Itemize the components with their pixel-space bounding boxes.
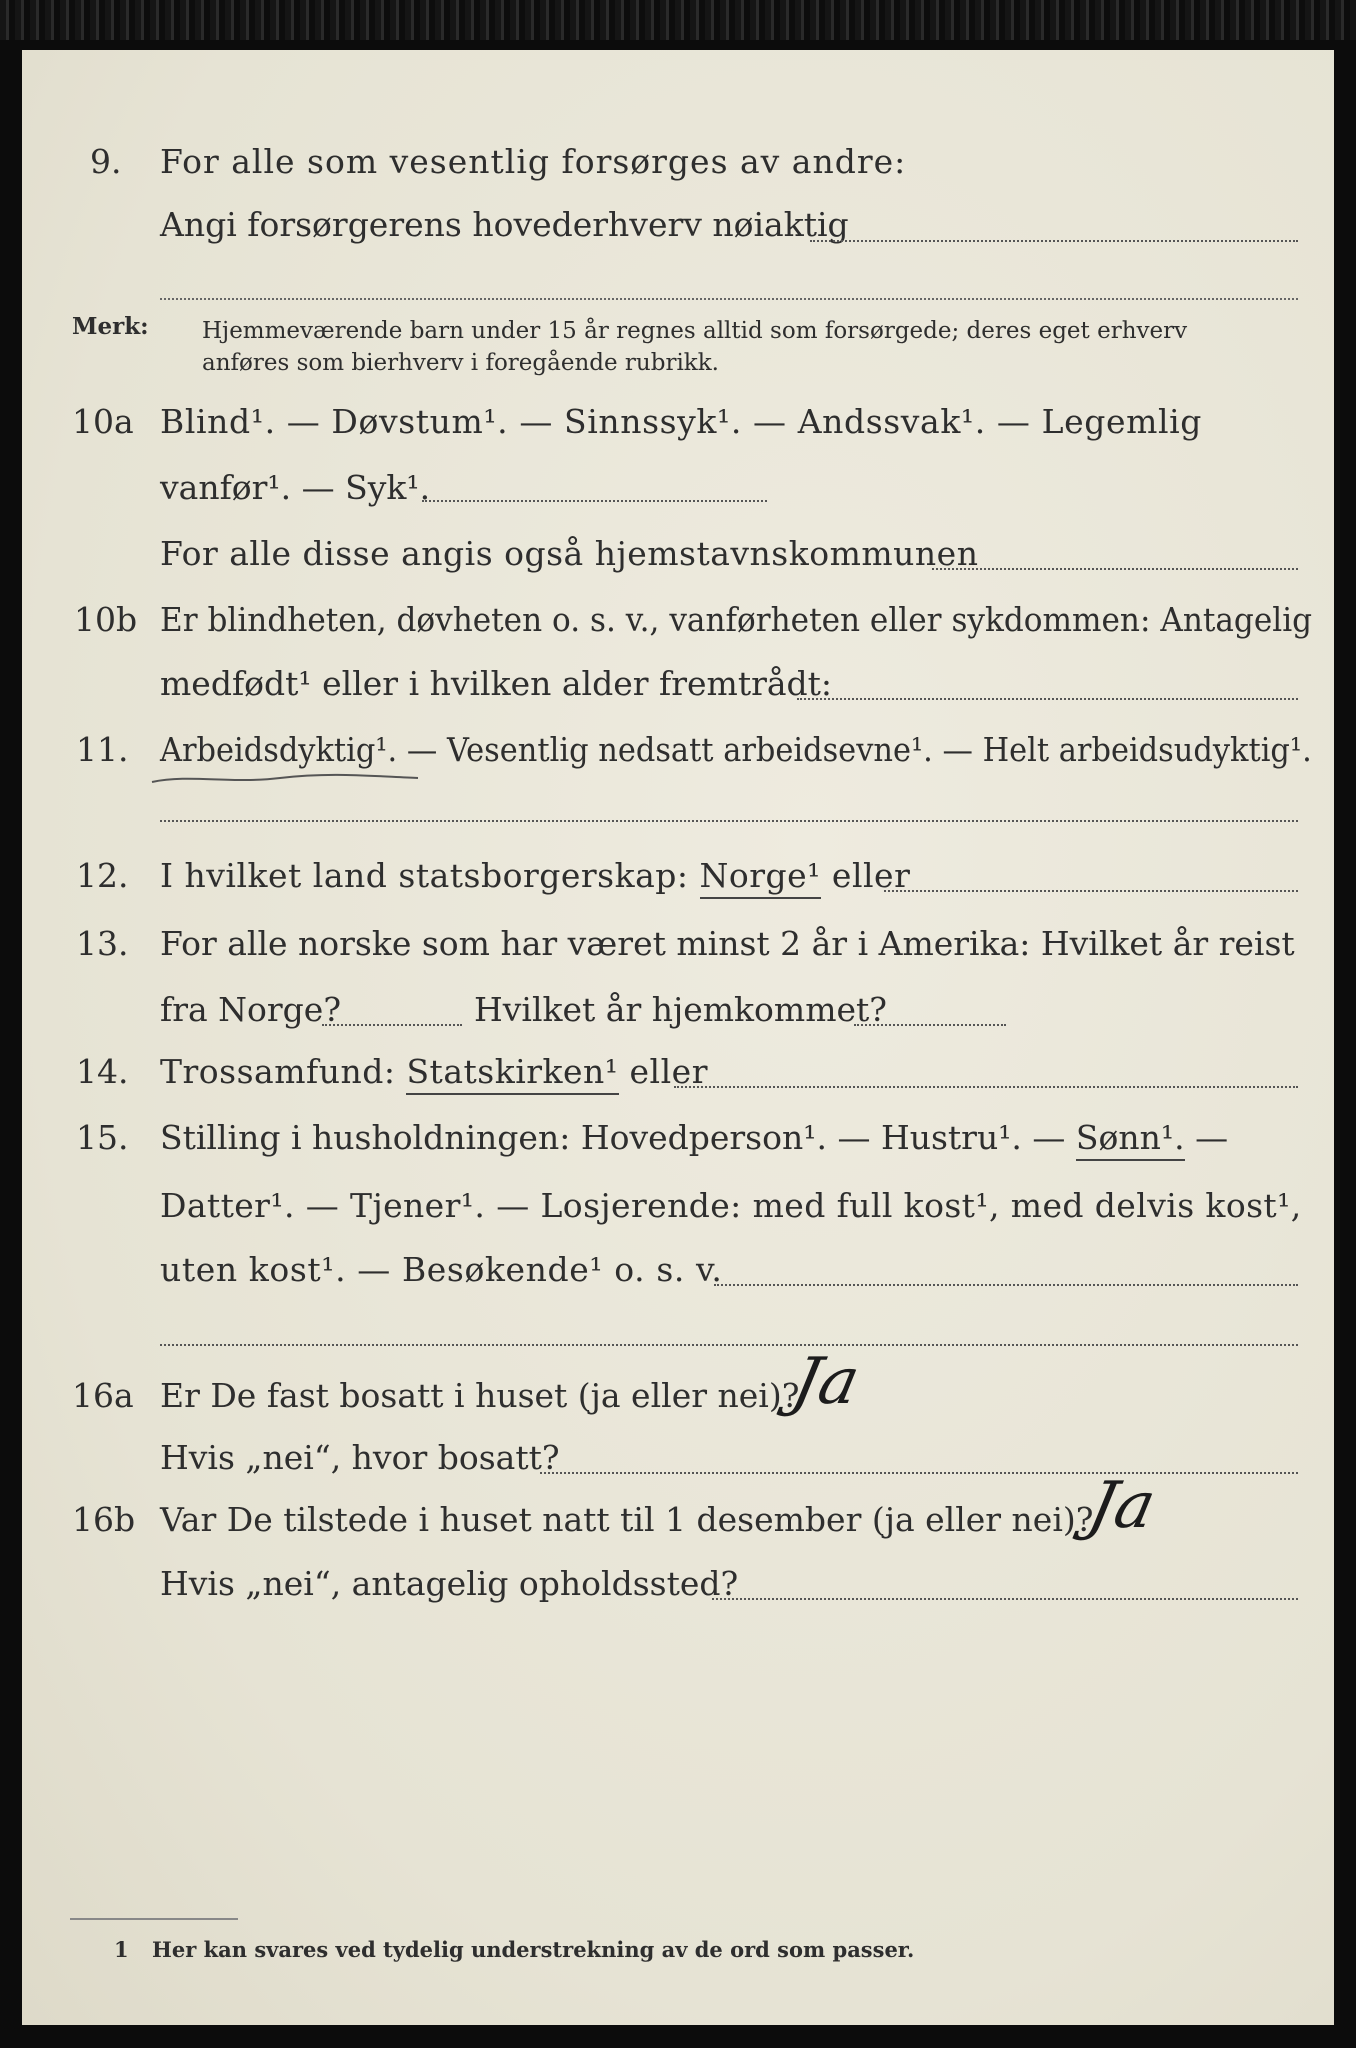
q13-line2b: Hvilket år hjemkommet? [474,990,887,1029]
q16b-handwritten-answer[interactable]: Ja [1082,1469,1162,1543]
q15-answer-line-2[interactable] [160,1344,1298,1346]
q9-line2: Angi forsørgerens hovederhverv nøiaktig [160,205,849,244]
q16a-number: 16a [72,1376,134,1415]
q10a-line2: vanfør¹. — Syk¹. [160,468,431,507]
q11-rest: — Vesentlig nedsatt arbeidsevne¹. — Helt arbeidsudyktig¹. [397,730,1312,769]
q10a-line3: For alle disse angis også hjemstavnskommunen [160,534,979,573]
q11-handwritten-underline [150,772,420,786]
q14-eller: eller [618,1052,708,1091]
q9-answer-line[interactable] [810,240,1298,242]
q16a-answer-line[interactable] [540,1472,1298,1474]
q15-answer-line[interactable] [714,1284,1298,1286]
q13-line2a: fra Norge? [160,990,342,1029]
footnote-text: Her kan svares ved tydelig understrekning av de ord som passer. [152,1937,915,1962]
q12-number: 12. [76,856,129,895]
q16b-line1: Var De tilstede i huset natt til 1 desember (ja eller nei)? [160,1500,1094,1539]
q10b-answer-line[interactable] [797,698,1298,700]
q9-line1: For alle som vesentlig forsørges av andre: [160,142,907,181]
q12-answer-line[interactable] [884,890,1298,892]
q15-number: 15. [76,1118,129,1157]
q11-answer-line[interactable] [160,820,1298,822]
q15-line2: Datter¹. — Tjener¹. — Losjerende: med full kost¹, med delvis kost¹, [160,1186,1302,1225]
q12-line [160,856,910,896]
q15-sonn-option[interactable]: Sønn¹. [1076,1118,1185,1161]
q15-line1 [160,1118,1228,1158]
footnote-rule [70,1918,238,1920]
merk-line2: anføres som bierhverv i foregående rubrikk. [202,350,719,376]
q15-line1-end: — [1184,1118,1229,1157]
q14-number: 14. [76,1052,129,1091]
q12-eller: eller [820,856,911,895]
q10b-line1: Er blindheten, døvheten o. s. v., vanførheten eller sykdommen: Antagelig [160,600,1313,639]
q11-number: 11. [76,730,129,769]
q14-line [160,1052,708,1092]
q15-line3: uten kost¹. — Besøkende¹ o. s. v. [160,1250,723,1289]
q14-question: Trossamfund: [160,1052,407,1091]
q16b-answer-line[interactable] [712,1598,1298,1600]
q16b-number: 16b [72,1500,136,1539]
q13-reist-answer-line[interactable] [322,1024,462,1026]
q11-line [160,730,1312,770]
q15-line1-text: Stilling i husholdningen: Hovedperson¹. — Hustru¹. — [160,1118,1076,1157]
q16b-line2: Hvis „nei“, antagelig opholdssted? [160,1564,739,1603]
merk-line1: Hjemmeværende barn under 15 år regnes alltid som forsørgede; deres eget erhverv [202,318,1188,344]
q10a-line1: Blind¹. — Døvstum¹. — Sinnssyk¹. — Andssvak¹. — Legemlig [160,402,1203,441]
q16a-line1: Er De fast bosatt i huset (ja eller nei)? [160,1376,800,1415]
q14-statskirken-option[interactable]: Statskirken¹ [406,1052,618,1095]
q13-hjemkommet-answer-line[interactable] [854,1024,1006,1026]
q13-line1: For alle norske som har været minst 2 år i Amerika: Hvilket år reist [160,924,1295,963]
merk-label: Merk: [72,313,149,340]
q10a-number: 10a [72,402,134,441]
q10b-line2: medfødt¹ eller i hvilken alder fremtrådt: [160,664,833,703]
footnote-mark: 1 [114,1937,129,1962]
q9-number: 9. [90,142,122,181]
q11-arbeidsdyktig[interactable]: Arbeidsdyktig¹. [160,730,398,769]
census-form-page [22,50,1334,2025]
q9-answer-line-2[interactable] [160,298,1298,300]
q10b-number: 10b [74,600,138,639]
q16a-handwritten-answer[interactable]: Ja [786,1345,866,1419]
q12-question: I hvilket land statsborgerskap: [160,856,700,895]
q10a-hometown-line[interactable] [932,568,1298,570]
q12-norge-option[interactable]: Norge¹ [700,856,821,899]
q13-number: 13. [76,924,129,963]
scan-top-edge [0,0,1356,40]
q10a-answer-line[interactable] [422,500,767,502]
q16a-line2: Hvis „nei“, hvor bosatt? [160,1438,560,1477]
q14-answer-line[interactable] [674,1086,1298,1088]
